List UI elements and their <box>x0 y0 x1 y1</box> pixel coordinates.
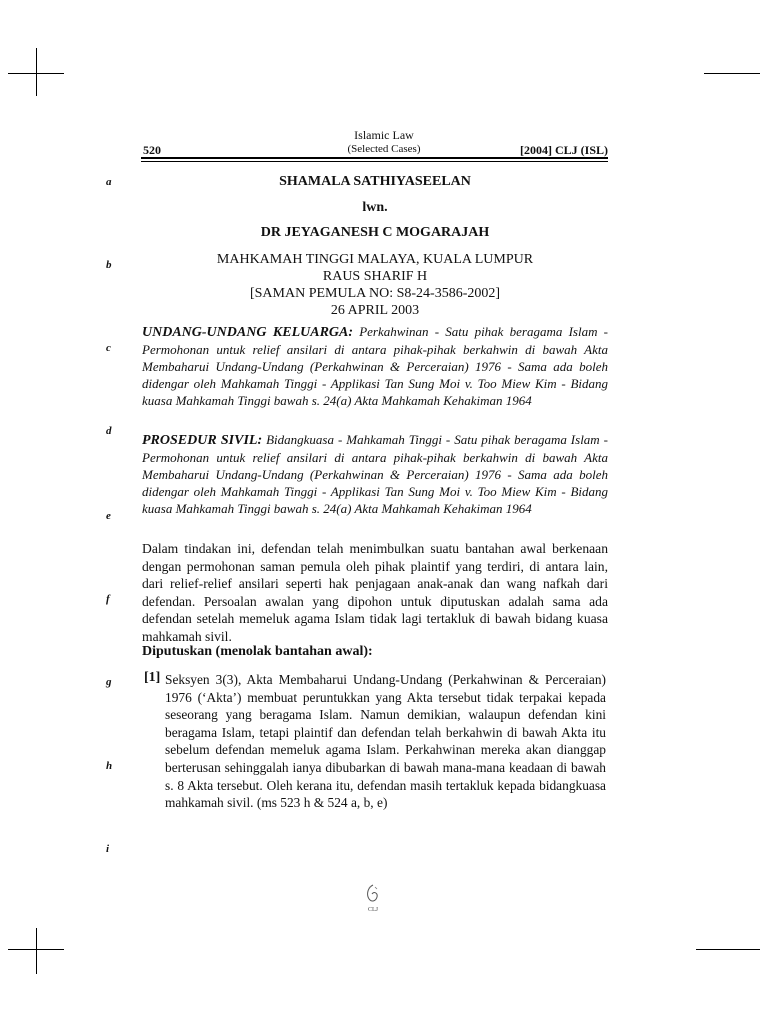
margin-letter-e: e <box>106 510 111 522</box>
held-heading: Diputuskan (menolak bantahan awal): <box>142 644 373 659</box>
margin-letter-d: d <box>106 425 112 437</box>
crop-mark-tl-v <box>36 48 37 96</box>
crop-mark-br-h <box>696 949 760 950</box>
court-name: MAHKAMAH TINGGI MALAYA, KUALA LUMPUR <box>216 252 534 267</box>
crop-mark-tr-h <box>704 73 760 74</box>
keyword-heading: PROSEDUR SIVIL: <box>142 433 263 448</box>
defendant-name: DR JEYAGANESH C MOGARAJAH <box>260 225 490 240</box>
running-header <box>0 128 768 156</box>
header-title: Islamic Law <box>354 128 414 142</box>
page-number: 520 <box>143 143 161 157</box>
margin-letter-b: b <box>106 259 112 271</box>
margin-letter-f: f <box>106 593 110 605</box>
margin-letter-c: c <box>106 342 111 354</box>
margin-letter-h: h <box>106 760 113 772</box>
plaintiff-name: SHAMALA SATHIYASEELAN <box>279 174 471 189</box>
margin-letter-a: a <box>106 176 112 188</box>
case-number: [SAMAN PEMULA NO: S8-24-3586-2002] <box>249 286 501 301</box>
judgment-date: 26 APRIL 2003 <box>330 303 420 318</box>
held-paragraph: Seksyen 3(3), Akta Membaharui Undang-Undang (Perkahwinan & Perceraian) 1976 (‘Akta’) membuat peruntukkan yang Akta tersebut tidak terpakai kepada seseorang yang beragama Islam. Namun demikian, walaupun defendan kini beragama Islam, tetapi plaintif dan defendan telah berkahwin di bawah Akta itu sebelum defendan memeluk agama Islam. Perkahwinan mereka akan dianggap berterusan sehinggalah ianya dibubarkan di bawah mana-mana keadaan di bawah s. 8 Akta tersebut. Oleh kerana itu, defendan masih tertakluk kepada bidangkuasa mahkamah sivil. (ms 523 h & 524 a, b, e) <box>165 672 606 811</box>
header-subtitle: (Selected Cases) <box>347 143 421 155</box>
header-rule-thick <box>141 157 608 159</box>
citation: [2004] CLJ (ISL) <box>519 143 608 157</box>
clj-logo-icon <box>360 882 386 914</box>
judge-name: RAUS SHARIF H <box>322 269 428 284</box>
held-paragraph-number: [1] <box>144 670 161 685</box>
summary-paragraph: Dalam tindakan ini, defendan telah menimbulkan suatu bantahan awal berkenaan dengan permohonan saman pemula oleh pihak plaintif yang terdiri, di antara lain, dari relief-relief ansilari seperti hak penjagaan anak-anak dan wang nafkah dari defendan. Persoalan awalan yang dipohon untuk diputuskan adalah sama ada defendan setelah memeluk agama Islam tidak lagi tertakluk di bawah bidang kuasa mahkamah sivil. <box>142 541 608 644</box>
keyword-text: Perkahwinan - Satu pihak beragama Islam - Permohonan untuk relief ansilari di antara pihak-pihak berkahwin di bawah Akta Membaharui Undang-Undang (Perkahwinan & Perceraian) 1976 - Sama ada boleh didengar oleh Mahkamah Tinggi - Applikasi Tan Sung Moi v. Too Miew Kim - Bidang kuasa Mahkamah Tinggi bawah s. 24(a) Akta Mahkamah Kehakiman 1964 <box>142 324 608 408</box>
keyword-heading: UNDANG-UNDANG KELUARGA: <box>142 325 354 340</box>
header-rule-thin <box>141 161 608 162</box>
margin-letter-g: g <box>106 676 112 688</box>
logo-text: CLJ <box>367 907 379 913</box>
keyword-block-civil-procedure <box>142 431 608 517</box>
margin-letter-i: i <box>106 843 110 855</box>
versus: lwn. <box>362 200 388 215</box>
keyword-block-family-law <box>142 323 608 409</box>
crop-mark-bl-v <box>36 928 37 974</box>
keyword-text: Bidangkuasa - Mahkamah Tinggi - Satu pihak beragama Islam - Permohonan untuk relief ansilari di antara pihak-pihak berkahwin di bawah Akta Membaharui Undang-Undang (Perkahwinan & Perceraian) 1976 - Sama ada boleh didengar oleh Mahkamah Tinggi - Applikasi Tan Sung Moi v. Too Miew Kim - Bidang kuasa Mahkamah Tinggi bawah s. 24(a) Akta Mahkamah Kehakiman 1964 <box>142 432 608 516</box>
